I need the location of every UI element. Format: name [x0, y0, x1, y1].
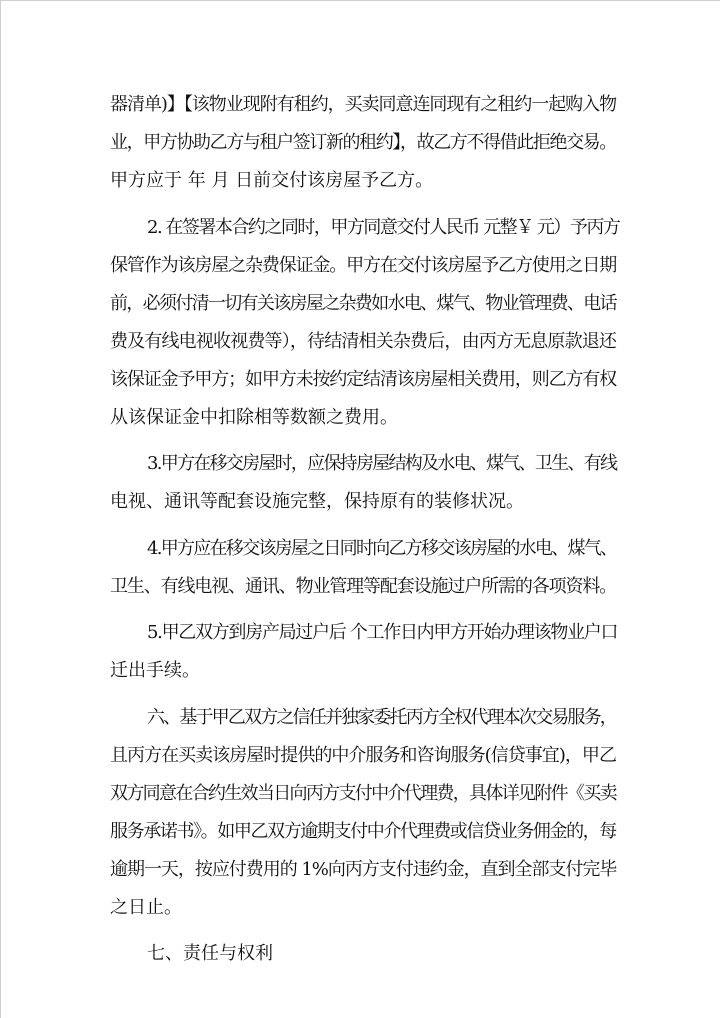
text-line: 且丙方在买卖该房屋时提供的中介服务和咨询服务(信贷事宜)，甲乙 — [110, 744, 616, 766]
paragraph-clause-2 — [110, 209, 620, 437]
paragraph-clause-5 — [110, 614, 616, 690]
text-line: 3.甲方在移交房屋时，应保持房屋结构及水电、煤气、卫生、有线 — [147, 453, 617, 474]
text-line: 5.甲乙双方到房产局过户后 个工作日内甲方开始办理该物业户口 — [147, 622, 618, 643]
paragraph-clause-3 — [110, 445, 616, 521]
text-line: 从该保证金中扣除相等数额之费用。 — [110, 406, 398, 428]
text-line: 逾期一天，按应付费用的 1%向丙方支付违约金，直到全部支付完毕 — [110, 858, 617, 880]
text-line: 保管作为该房屋之杂费保证金。甲方在交付该房屋予乙方使用之日期 — [110, 254, 617, 276]
text-line: 电视、通讯等配套设施完整，保持原有的装修状况。 — [110, 491, 524, 512]
text-line: 双方同意在合约生效当日向丙方支付中介代理费，具体详见附件《买卖 — [110, 782, 616, 804]
text-line: 前，必须付清一切有关该房屋之杂费如水电、煤气、物业管理费、电话 — [110, 292, 616, 314]
text-line: 该保证金予甲方；如甲方未按约定结清该房屋相关费用，则乙方有权 — [110, 368, 617, 390]
page-border-top — [0, 0, 720, 1]
text-line: 六、基于甲乙双方之信任并独家委托丙方全权代理本次交易服务， — [147, 706, 616, 728]
text-line: 器清单)】【该物业现附有租约，买卖同意连同现有之租约一起购入物 — [110, 94, 617, 115]
text-line: 卫生、有线电视、通讯、物业管理等配套设施过户所需的各项资料。 — [110, 575, 617, 597]
text-line: 之日止。 — [110, 896, 182, 918]
text-line: 甲方应于 年 月 日前交付该房屋予乙方。 — [110, 170, 434, 191]
section-heading-7 — [110, 935, 616, 973]
text-line: 迁出手续。 — [110, 660, 200, 681]
document-body — [110, 86, 620, 982]
text-line: 服务承诺书》。如甲乙双方逾期支付中介代理费或信贷业务佣金的，每 — [110, 820, 616, 842]
page-border-left — [0, 0, 1, 1018]
text-line: 4.甲方应在移交该房屋之日同时向乙方移交该房屋的水电、煤气、 — [147, 537, 617, 559]
text-line: 七、责任与权利 — [147, 943, 273, 964]
paragraph-section-6 — [110, 699, 616, 927]
paragraph-continuation — [110, 86, 616, 200]
text-line: 2. 在签署本合约之同时，甲方同意交付人民币 元整￥ 元）予丙方 — [147, 216, 620, 238]
paragraph-clause-4 — [110, 530, 616, 606]
text-line: 费及有线电视收视费等），待结清相关杂费后，由丙方无息原款退还 — [110, 330, 617, 352]
text-line: 业，甲方协助乙方与租户签订新的租约】，故乙方不得借此拒绝交易。 — [110, 132, 616, 153]
